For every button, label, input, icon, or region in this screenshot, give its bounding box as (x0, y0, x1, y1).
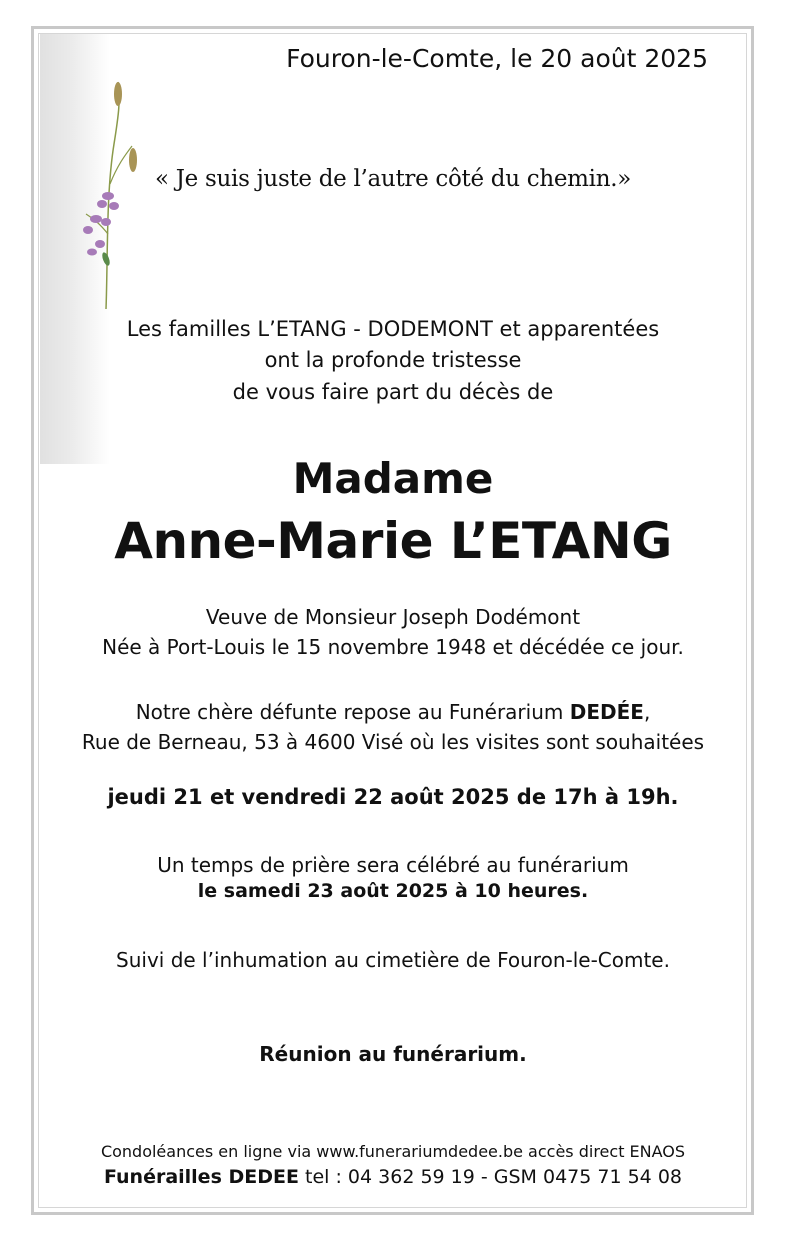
condolences-line: Condoléances en ligne via www.funerariumdedee.be accès direct ENAOS (100, 1142, 686, 1161)
burial-line: Suivi de l’inhumation au cimetière de Fouron-le-Comte. (116, 948, 670, 972)
company-name: Funérailles DEDEE (103, 1166, 299, 1188)
epitaph-quote: « Je suis juste de l’autre côté du chemin.» (154, 166, 632, 192)
contact-line (40, 1166, 746, 1188)
place-date: Fouron-le-Comte, le 20 août 2025 (286, 44, 708, 73)
intro-line-3: de vous faire part du décès de (232, 380, 554, 404)
rest-line-1-prefix: Notre chère défunte repose au Funérarium (135, 700, 570, 724)
intro-line-2: ont la profonde tristesse (264, 348, 522, 372)
rest-address: Rue de Berneau, 53 à 4600 Visé où les visites sont souhaitées (81, 730, 705, 754)
funerarium-name: DEDÉE (569, 700, 644, 724)
violet-flower-illustration (66, 74, 146, 314)
widow-line: Veuve de Monsieur Joseph Dodémont (205, 605, 581, 629)
intro-line-1: Les familles L’ETANG - DODEMONT et apparentées (126, 317, 660, 341)
contact-numbers: tel : 04 362 59 19 - GSM 0475 71 54 08 (298, 1166, 682, 1188)
prayer-date: le samedi 23 août 2025 à 10 heures. (197, 880, 589, 902)
prayer-line-1: Un temps de prière sera célébré au funérarium (157, 853, 629, 877)
deceased-name: Anne-Marie L’ETANG (114, 512, 672, 570)
visit-times: jeudi 21 et vendredi 22 août 2025 de 17h à 19h. (107, 785, 679, 809)
deceased-title: Madame (292, 454, 494, 503)
rest-line-1 (40, 700, 746, 724)
birth-death-line: Née à Port-Louis le 15 novembre 1948 et décédée ce jour. (102, 635, 684, 659)
meeting-line: Réunion au funérarium. (259, 1042, 527, 1066)
rest-line-1-suffix: , (643, 700, 651, 724)
